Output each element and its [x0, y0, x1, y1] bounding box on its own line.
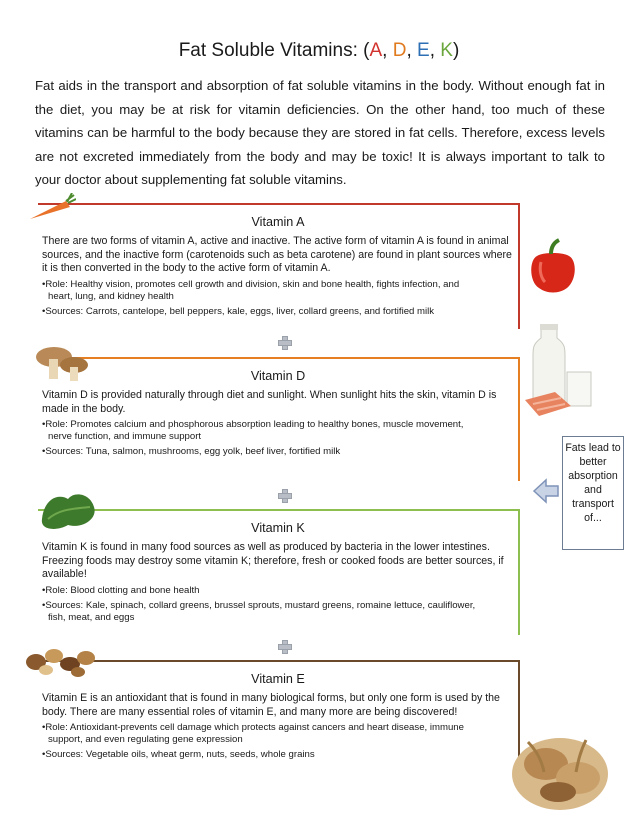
- vitamin-k-sources-line: •Sources: Kale, spinach, collard greens, brussel sprouts, mustard greens, romaine lettuce, cauliflower,: [42, 599, 476, 611]
- vitamin-e-sources-line: •Sources: Vegetable oils, wheat germ, nuts, seeds, whole grains: [42, 749, 315, 760]
- vitamin-d-body: [38, 389, 518, 462]
- vitamin-e-body: [38, 692, 518, 765]
- title-sep: ,: [406, 40, 418, 61]
- intro-paragraph: Fat aids in the transport and absorption of fat soluble vitamins in the body. Without enough fat in the diet, you may be at risk for vitamin deficiencies. On the other hand, too much of these vitamins can be harmful to the body because they are stored in fat cells. Therefore, excess levels are not excreted immediately from the body and may be toxic! It is always important to talk to your doctor about supplementing fat soluble vitamins.: [35, 78, 605, 187]
- vitamin-a-role-line: heart, lung, and kidney health: [48, 290, 174, 302]
- vitamin-d-description: Vitamin D is provided naturally through diet and sunlight. When sunlight hits the skin, vitamin D is made in the body.: [42, 389, 497, 415]
- bell-pepper-icon: [527, 238, 579, 294]
- vitamin-d-role-line: •Role: Promotes calcium and phosphorous absorption leading to healthy bones, muscle movement,: [42, 419, 464, 430]
- plus-icon: [278, 489, 292, 503]
- vitamin-k-role: [42, 585, 514, 597]
- mushrooms-icon: [34, 341, 90, 385]
- carrot-icon: [26, 193, 76, 223]
- vitamin-k-body: [38, 541, 518, 628]
- vitamin-d-role-line: nerve function, and immune support: [48, 431, 202, 442]
- vitamin-e-role-line: support, and even regulating gene expression: [48, 734, 243, 745]
- whole-grains-icon: [508, 712, 612, 816]
- vitamin-a-heading: Vitamin A: [251, 215, 305, 229]
- vitamin-a-role: [42, 279, 514, 303]
- vitamin-e-role-line: •Role: Antioxidant-prevents cell damage which protects against cancers and heart disease, immune: [42, 722, 464, 733]
- vitamin-e-box: [38, 660, 520, 780]
- vitamin-a-sources: [42, 306, 514, 318]
- vitamin-a-sources-line: •Sources: Carrots, cantelope, bell peppers, kale, eggs, liver, collard greens, and fortified milk: [42, 305, 435, 317]
- title-sep: ,: [382, 40, 393, 61]
- vitamin-k-box: [38, 509, 520, 635]
- title-prefix: Fat Soluble Vitamins: (: [178, 40, 370, 61]
- plus-icon: [278, 336, 292, 350]
- title-sep: ,: [429, 40, 441, 61]
- vitamin-d-box: [38, 357, 520, 481]
- title-letter-d: D: [392, 40, 407, 61]
- vitamin-e-heading: Vitamin E: [251, 672, 305, 686]
- milk-and-salmon-icon: [525, 322, 597, 420]
- vitamin-a-description: There are two forms of vitamin A, active and inactive. The active form of vitamin A is found in animal sources, and the inactive form (carotenoids such as beta carotene) are found in plant sources where it is then converted in the body to the active form of vitamin A.: [42, 235, 512, 274]
- vitamin-k-sources: [42, 600, 514, 624]
- title-letter-k: K: [440, 40, 453, 61]
- vitamin-k-role-line: •Role: Blood clotting and bone health: [42, 584, 200, 596]
- fats-note-box: Fats lead to better absorption and transport of...: [562, 436, 624, 550]
- vitamin-k-sources-line: fish, meat, and eggs: [48, 611, 135, 623]
- vitamin-d-role: [42, 419, 514, 443]
- vitamin-e-role: [42, 722, 514, 746]
- title-letter-a: A: [369, 40, 383, 61]
- title-suffix: ): [452, 40, 460, 61]
- kale-icon: [38, 489, 98, 531]
- vitamin-e-description: Vitamin E is an antioxidant that is found in many biological forms, but only one form is used by the body. There are many essential roles of vitamin E, and many more are being discovered!: [42, 692, 500, 718]
- vitamin-a-body: [38, 235, 518, 322]
- title-letter-e: E: [417, 40, 430, 61]
- vitamin-d-sources: [42, 446, 514, 458]
- arrow-left-icon: [532, 478, 560, 504]
- nuts-and-seeds-icon: [22, 640, 102, 680]
- plus-icon: [278, 640, 292, 654]
- vitamin-a-box: [38, 203, 520, 329]
- vitamin-d-sources-line: •Sources: Tuna, salmon, mushrooms, egg yolk, beef liver, fortified milk: [42, 446, 341, 457]
- vitamin-k-heading: Vitamin K: [251, 521, 305, 535]
- vitamin-d-heading: Vitamin D: [250, 369, 306, 383]
- vitamin-k-description: Vitamin K is found in many food sources as well as produced by bacteria in the lower intestines. Freezing foods may destroy some vitamin K; therefore, fresh or cooked foods are better sources, if available!: [42, 541, 504, 580]
- vitamin-a-role-line: •Role: Healthy vision, promotes cell growth and division, skin and bone health, fights infection, and: [42, 278, 460, 290]
- page-title: [0, 40, 638, 62]
- vitamin-e-sources: [42, 749, 514, 761]
